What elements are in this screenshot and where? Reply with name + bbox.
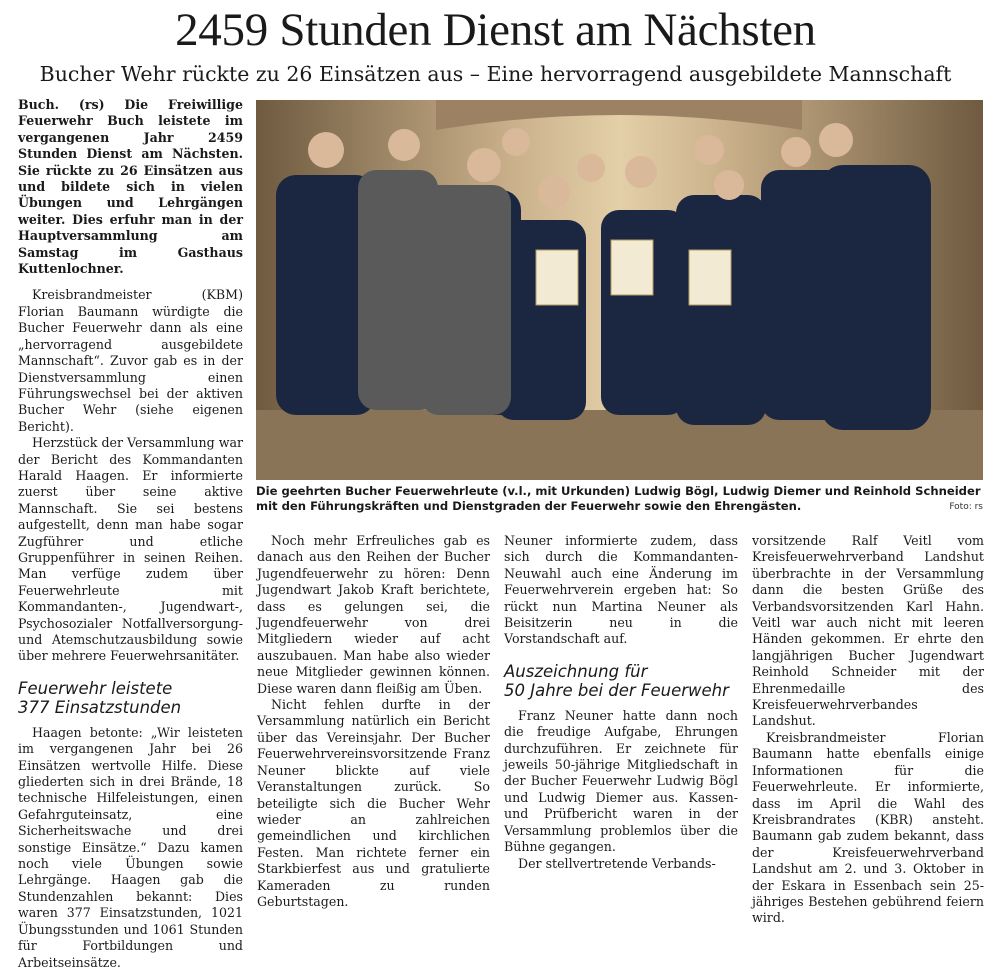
group-photo (256, 100, 983, 480)
column-4 (752, 533, 984, 927)
section-heading (504, 662, 738, 700)
paragraph: Kreisbrandmeister (KBM) Florian Baumann würdigte die Bucher Feuerwehr dann als eine „hervorragend ausgebildete Mannschaft“. Zuvor gab es in der Dienstversammlung einen Führungswechsel bei der aktiven Bucher Wehr (siehe eigenen Bericht). (18, 287, 243, 434)
paragraph: Haagen betonte: „Wir leisteten im vergangenen Jahr bei 26 Einsätzen wertvolle Hilfe. Diese gliederten sich in drei Brände, 18 technische Hilfeleistungen, einen Gefahrguteinsatz, eine Sicherheitswache und drei sonstige Einsätze.“ Dazu kamen noch viele Übungen sowie Lehrgänge. Haagen gab die Stundenzahlen bekannt: Dies waren 377 Einsatzstunden, 1021 Übungsstunden und 1061 Stunden für Fortbildungen und Arbeitseinsätze. (18, 724, 243, 970)
paragraph: vorsitzende Ralf Veitl vom Kreisfeuerwehrverband Landshut überbrachte in der Versammlung dann die besten Grüße des Verbandsvorsitzenden Karl Hahn. Veitl war auch nicht mit leeren Händen gekommen. Er ehrte den langjährigen Bucher Jugendwart Reinhold Schneider mit der Ehrenmedaille des Kreisfeuerwehrverbandes Landshut. (752, 533, 984, 729)
section-heading-line: Auszeichnung für (504, 661, 648, 681)
photo-illustration (256, 100, 983, 480)
section-heading-line: 50 Jahre bei der Feuerwehr (504, 680, 729, 700)
section-heading-line: 377 Einsatzstunden (18, 697, 182, 717)
paragraph: Nicht fehlen durfte in der Versammlung natürlich ein Bericht über das Vereinsjahr. Der Bucher Feuerwehrvereinsvorsitzende Franz Neuner blickte auf viele Veranstaltungen zurück. So beteiligte sich die Bucher Wehr wieder an zahlreichen gemeindlichen und kirchlichen Festen. Man richtete ferner ein Starkbierfest aus und gratulierte Kameraden zu runden Geburtstagen. (257, 697, 490, 909)
paragraph: Kreisbrandmeister Florian Baumann hatte ebenfalls einige Informationen für die Feuerwehrleute. Er informierte, dass im April die Wahl des Kreisbrandrates (KBR) ansteht. Baumann gab zudem bekannt, dass der Kreisfeuerwehrverband Landshut am 2. und 3. Oktober in der Eskara in Essenbach sein 25-jähriges Bestehen gebührend feiern wird. (752, 729, 984, 926)
photo-caption: Die geehrten Bucher Feuerwehrleute (v.l., mit Urkunden) Ludwig Bögl, Ludwig Diemer und Reinhold Schneider mit den Führungskräften und Dienstgraden der Feuerwehr sowie den Ehrengästen. (256, 484, 981, 513)
column-2 (257, 533, 490, 910)
paragraph: Herzstück der Versammlung war der Bericht des Kommandanten Harald Haagen. Er informierte zuerst über seine aktive Mannschaft. Sie sei bestens aufgestellt, denn man habe sogar Zugführer und etliche Gruppenführer in seinen Reihen. Man verfüge zudem über Feuerwehrleute mit Kommandanten-, Jugendwart-, Psychosozialer Notfallversorgung- und Atemschutzausbildung sowie über mehrere Feuerwehrsanitäter. (18, 435, 243, 664)
lead-paragraph: Buch. (rs) Die Freiwillige Feuerwehr Buch leistete im vergangenen Jahr 2459 Stunden Dienst am Nächsten. Sie rückte zu 26 Einsätzen aus und bildete sich in vielen Übungen und Lehrgängen weiter. Dies erfuhr man in der Hauptversammlung am Samstag im Gasthaus Kuttenlochner. (18, 97, 243, 277)
paragraph: Noch mehr Erfreuliches gab es danach aus den Reihen der Bucher Jugendfeuerwehr zu hören: Denn Jugendwart Jakob Kraft berichtete, dass es gelungen sei, die Jugendfeuerwehr von drei Mitgliedern wieder auf acht auszubauen. Man habe also wieder neue Mitglieder gewinnen können. Diese waren dann fleißig am Üben. (257, 533, 490, 696)
column-1 (18, 97, 243, 971)
column-3 (504, 533, 738, 872)
section-heading-line: Feuerwehr leistete (18, 678, 173, 698)
section-heading (18, 679, 243, 717)
paragraph: Der stellvertretende Verbands- (518, 855, 716, 871)
photo-credit: Foto: rs (949, 502, 983, 512)
subheadline: Bucher Wehr rückte zu 26 Einsätzen aus – Eine hervorragend ausgebildete Mannschaft (39, 62, 952, 86)
headline: 2459 Stunden Dienst am Nächsten (175, 4, 816, 56)
paragraph: Neuner informierte zudem, dass sich durch die Kommandanten-Neuwahl auch eine Änderung im Feuerwehrverein ergeben hat: So rückt nun Martina Neuner als Beisitzerin neu in die Vorstandschaft auf. (504, 533, 738, 647)
paragraph: Franz Neuner hatte dann noch die freudige Aufgabe, Ehrungen durchzuführen. Er zeichnete für jeweils 50-jährige Mitgliedschaft in der Bucher Feuerwehr Ludwig Bögl und Ludwig Diemer aus. Kassen- und Prüfbericht waren in der Versammlung problemlos über die Bühne gegangen. (504, 707, 738, 855)
